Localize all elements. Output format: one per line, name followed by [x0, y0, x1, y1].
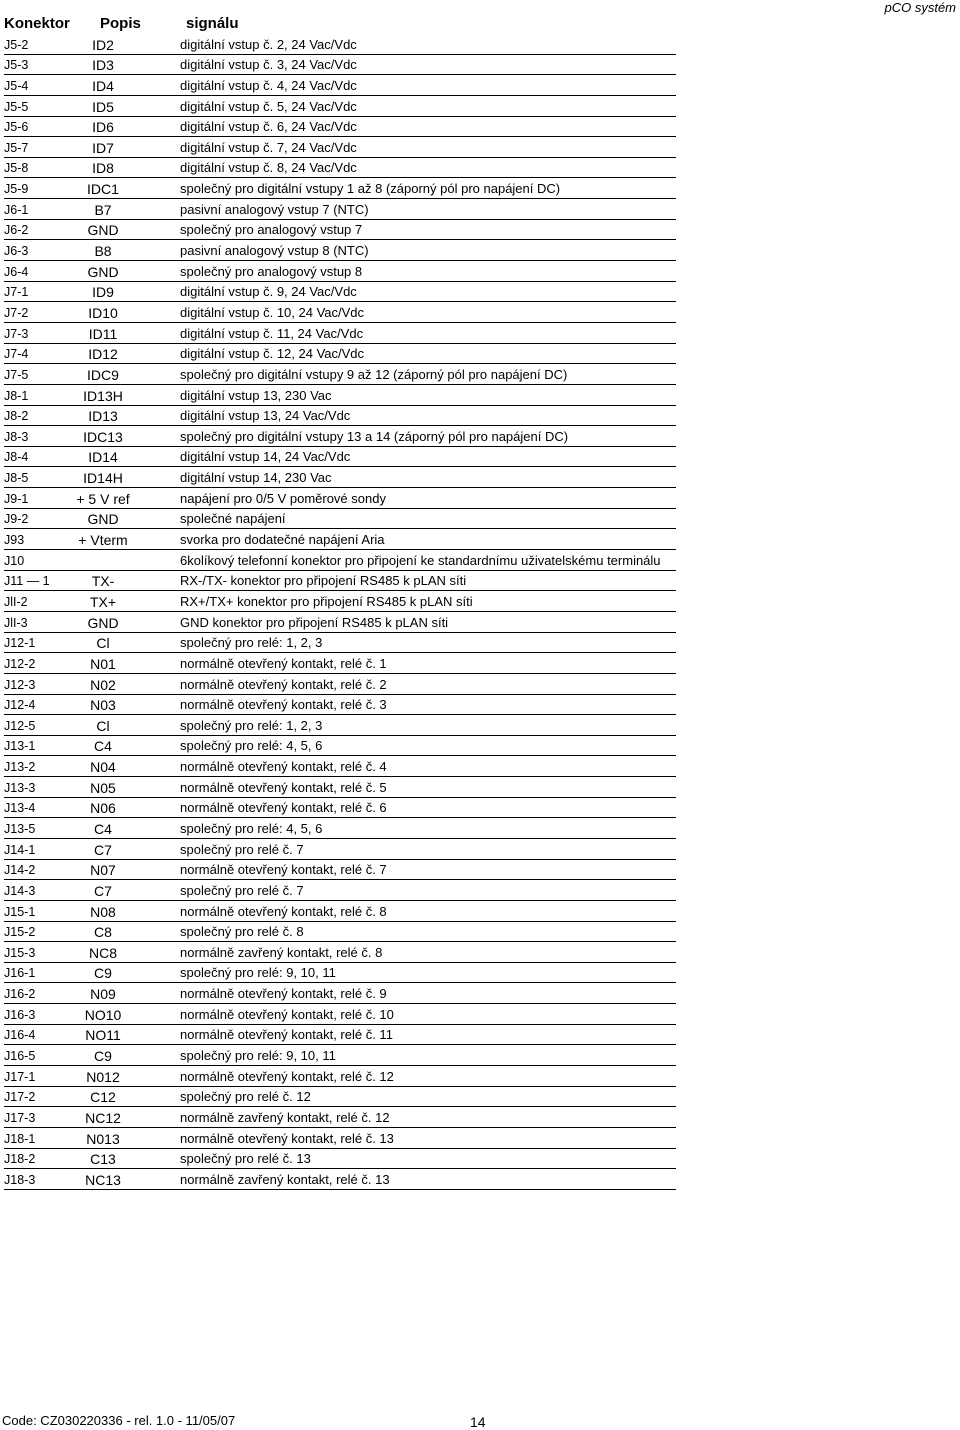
- connector-cell: J15-2: [4, 925, 36, 940]
- pin-description-cell: C9: [94, 1048, 112, 1065]
- connector-cell: J8-5: [4, 471, 29, 486]
- pin-description-cell: N05: [90, 779, 116, 796]
- pin-description-cell: N012: [86, 1068, 120, 1085]
- pin-description-cell: GND: [87, 263, 119, 280]
- connector-cell: J6-4: [4, 264, 29, 279]
- pin-description-cell: N02: [90, 676, 116, 693]
- table-row: [4, 302, 676, 323]
- connector-cell: J15-1: [4, 904, 36, 919]
- signal-cell: digitální vstup č. 5, 24 Vac/Vdc: [180, 98, 357, 114]
- signal-cell: normálně otevřený kontakt, relé č. 2: [180, 676, 387, 692]
- table-row: [4, 406, 676, 427]
- table-row: [4, 385, 676, 406]
- signal-cell: společný pro analogový vstup 7: [180, 222, 363, 238]
- connector-cell: J5-4: [4, 78, 29, 93]
- pin-description-cell: IDC13: [83, 428, 123, 445]
- pin-description-cell: C9: [94, 965, 112, 982]
- table-row: [4, 942, 676, 963]
- pin-description-cell: ID5: [92, 98, 114, 115]
- pin-description-cell: ID8: [92, 160, 114, 177]
- signal-cell: digitální vstup č. 10, 24 Vac/Vdc: [180, 304, 365, 320]
- signal-cell: společný pro relé č. 12: [180, 1089, 311, 1105]
- connector-cell: J5-5: [4, 99, 29, 114]
- pin-description-cell: ID14H: [83, 470, 123, 487]
- signal-cell: normálně otevřený kontakt, relé č. 12: [180, 1068, 394, 1084]
- signal-cell: digitální vstup č. 7, 24 Vac/Vdc: [180, 139, 357, 155]
- connector-cell: J9-1: [4, 491, 29, 506]
- pin-description-cell: N03: [90, 697, 116, 714]
- signal-cell: digitální vstup č. 3, 24 Vac/Vdc: [180, 57, 357, 73]
- table-row: [4, 220, 676, 241]
- signal-cell: digitální vstup č. 8, 24 Vac/Vdc: [180, 160, 357, 176]
- connector-cell: J5-6: [4, 120, 29, 135]
- table-row: [4, 1045, 676, 1066]
- header-popis: Popis: [100, 15, 141, 32]
- table-row: [4, 612, 676, 633]
- pin-description-cell: GND: [87, 511, 119, 528]
- table-row: [4, 240, 676, 261]
- table-row: [4, 1066, 676, 1087]
- connector-cell: J8-4: [4, 450, 29, 465]
- pin-description-cell: ID4: [92, 77, 114, 94]
- pin-description-cell: N07: [90, 862, 116, 879]
- signal-cell: společný pro relé č. 7: [180, 882, 304, 898]
- connector-cell: J12-5: [4, 718, 36, 733]
- pin-description-cell: B7: [94, 201, 112, 218]
- signal-cell: společný pro relé č. 8: [180, 924, 304, 940]
- pin-description-cell: ID13H: [83, 387, 123, 404]
- signal-cell: digitální vstup č. 9, 24 Vac/Vdc: [180, 284, 357, 300]
- connector-cell: J18-3: [4, 1172, 36, 1187]
- table-row: [4, 75, 676, 96]
- table-row: [4, 344, 676, 365]
- connector-cell: J17-1: [4, 1069, 36, 1084]
- connector-cell: J16-2: [4, 987, 36, 1002]
- table-row: [4, 1169, 676, 1190]
- pin-description-cell: C12: [90, 1089, 116, 1106]
- connector-cell: J10: [4, 553, 25, 568]
- signal-cell: normálně otevřený kontakt, relé č. 3: [180, 697, 387, 713]
- connector-cell: J13-2: [4, 760, 36, 775]
- signal-cell: normálně otevřený kontakt, relé č. 7: [180, 862, 387, 878]
- table-row: [4, 571, 676, 592]
- connector-cell: J15-3: [4, 945, 36, 960]
- table-row: [4, 96, 676, 117]
- table-row: [4, 282, 676, 303]
- connector-cell: J9-2: [4, 512, 29, 527]
- connector-cell: J13-4: [4, 801, 36, 816]
- pin-description-cell: N01: [90, 655, 116, 672]
- signal-cell: společný pro relé: 4, 5, 6: [180, 738, 323, 754]
- connector-cell: J16-4: [4, 1028, 36, 1043]
- header-konektor: Konektor: [4, 15, 70, 32]
- connector-cell: J18-2: [4, 1152, 36, 1167]
- signal-cell: společný pro relé: 1, 2, 3: [180, 717, 323, 733]
- pin-description-cell: N06: [90, 800, 116, 817]
- signal-cell: digitální vstup č. 12, 24 Vac/Vdc: [180, 346, 365, 362]
- pin-description-cell: ID7: [92, 139, 114, 156]
- table-row: [4, 467, 676, 488]
- table-row: [4, 818, 676, 839]
- pin-description-cell: B8: [94, 243, 112, 260]
- pin-description-cell: NC12: [85, 1109, 121, 1126]
- signal-cell: RX+/TX+ konektor pro připojení RS485 k pLAN síti: [180, 593, 473, 609]
- pin-description-cell: GND: [87, 222, 119, 239]
- signal-cell: společný pro analogový vstup 8: [180, 263, 363, 279]
- signal-cell: digitální vstup 13, 230 Vac: [180, 387, 332, 403]
- pin-description-cell: IDC9: [87, 366, 119, 383]
- table-row: [4, 633, 676, 654]
- table-row: [4, 1025, 676, 1046]
- table-row: [4, 34, 676, 55]
- pin-description-cell: C4: [94, 738, 112, 755]
- signal-cell: normálně otevřený kontakt, relé č. 11: [180, 1027, 393, 1043]
- signal-cell: normálně otevřený kontakt, relé č. 5: [180, 779, 387, 795]
- connector-cell: J8-2: [4, 409, 29, 424]
- signal-cell: normálně zavřený kontakt, relé č. 12: [180, 1109, 390, 1125]
- pin-description-cell: NO11: [85, 1027, 121, 1044]
- table-row: [4, 117, 676, 138]
- connector-cell: J14-1: [4, 842, 36, 857]
- table-row: [4, 922, 676, 943]
- pin-description-cell: ID2: [92, 36, 114, 53]
- table-row: [4, 199, 676, 220]
- table-row: [4, 591, 676, 612]
- pin-description-cell: C13: [90, 1151, 116, 1168]
- table-row: [4, 1087, 676, 1108]
- signal-cell: normálně otevřený kontakt, relé č. 10: [180, 1006, 394, 1022]
- table-row: [4, 426, 676, 447]
- pin-description-cell: NC13: [85, 1171, 121, 1188]
- connector-table: [4, 34, 676, 1190]
- table-row: [4, 695, 676, 716]
- header-signalu: signálu: [186, 15, 239, 32]
- connector-cell: J5-9: [4, 182, 29, 197]
- connector-cell: J7-2: [4, 305, 29, 320]
- table-row: [4, 839, 676, 860]
- table-row: [4, 323, 676, 344]
- pin-description-cell: ID10: [88, 304, 118, 321]
- pin-description-cell: ID6: [92, 119, 114, 136]
- table-row: [4, 798, 676, 819]
- connector-cell: J16-1: [4, 966, 36, 981]
- connector-cell: J6-3: [4, 244, 29, 259]
- table-row: [4, 756, 676, 777]
- connector-cell: J12-3: [4, 677, 36, 692]
- connector-cell: J12-4: [4, 698, 36, 713]
- connector-cell: J7-4: [4, 347, 29, 362]
- pin-description-cell: IDC1: [87, 181, 119, 198]
- signal-cell: digitální vstup č. 11, 24 Vac/Vdc: [180, 325, 364, 341]
- table-row: [4, 653, 676, 674]
- signal-cell: společný pro relé: 9, 10, 11: [180, 965, 336, 981]
- pin-description-cell: ID12: [88, 346, 118, 363]
- table-row: [4, 674, 676, 695]
- table-row: [4, 777, 676, 798]
- signal-cell: společný pro relé: 4, 5, 6: [180, 820, 323, 836]
- signal-cell: pasivní analogový vstup 7 (NTC): [180, 201, 369, 217]
- connector-cell: JlI-2: [4, 594, 28, 609]
- signal-cell: digitální vstup č. 4, 24 Vac/Vdc: [180, 77, 357, 93]
- connector-cell: J93: [4, 533, 25, 548]
- pin-description-cell: ID13: [88, 408, 118, 425]
- signal-cell: RX-/TX- konektor pro připojení RS485 k pLAN síti: [180, 573, 467, 589]
- connector-cell: J5-8: [4, 161, 29, 176]
- connector-cell: J6-2: [4, 223, 29, 238]
- signal-cell: společný pro relé: 9, 10, 11: [180, 1048, 336, 1064]
- connector-cell: J11 — 1: [4, 574, 50, 589]
- pin-description-cell: ID3: [92, 57, 114, 74]
- brand-label: pCO systém: [884, 0, 956, 15]
- table-row: [4, 736, 676, 757]
- connector-cell: J16-3: [4, 1007, 36, 1022]
- signal-cell: digitální vstup č. 6, 24 Vac/Vdc: [180, 119, 357, 135]
- table-row: [4, 1107, 676, 1128]
- connector-cell: J13-5: [4, 821, 36, 836]
- pin-description-cell: NC8: [88, 944, 117, 961]
- signal-cell: společný pro relé: 1, 2, 3: [180, 635, 323, 651]
- connector-cell: J13-3: [4, 780, 36, 795]
- table-row: [4, 1128, 676, 1149]
- connector-cell: JlI-3: [4, 615, 28, 630]
- table-row: [4, 364, 676, 385]
- connector-cell: J8-3: [4, 429, 29, 444]
- pin-description-cell: ID9: [92, 284, 114, 301]
- pin-description-cell: C4: [94, 820, 112, 837]
- signal-cell: normálně zavřený kontakt, relé č. 8: [180, 944, 383, 960]
- table-row: [4, 1149, 676, 1170]
- connector-cell: J14-3: [4, 883, 36, 898]
- signal-cell: společný pro digitální vstupy 1 až 8 (záporný pól pro napájení DC): [180, 181, 561, 197]
- table-row: [4, 963, 676, 984]
- connector-cell: J13-1: [4, 739, 36, 754]
- signal-cell: společné napájení: [180, 511, 286, 527]
- signal-cell: pasivní analogový vstup 8 (NTC): [180, 243, 369, 259]
- pin-description-cell: GND: [87, 614, 119, 631]
- signal-cell: společný pro digitální vstupy 13 a 14 (záporný pól pro napájení DC): [180, 428, 569, 444]
- pin-description-cell: N04: [90, 759, 116, 776]
- pin-description-cell: N09: [90, 986, 116, 1003]
- pin-description-cell: + 5 V ref: [76, 490, 130, 507]
- signal-cell: společný pro digitální vstupy 9 až 12 (záporný pól pro napájení DC): [180, 366, 568, 382]
- connector-cell: J7-5: [4, 367, 29, 382]
- signal-cell: digitální vstup č. 2, 24 Vac/Vdc: [180, 36, 357, 52]
- table-row: [4, 158, 676, 179]
- connector-cell: J17-3: [4, 1110, 36, 1125]
- pin-description-cell: TX-: [91, 573, 115, 590]
- document-code: Code: CZ030220336 - rel. 1.0 - 11/05/07: [2, 1413, 236, 1428]
- connector-cell: J12-2: [4, 656, 36, 671]
- signal-cell: napájení pro 0/5 V poměrové sondy: [180, 490, 386, 506]
- connector-cell: J12-1: [4, 636, 36, 651]
- signal-cell: normálně otevřený kontakt, relé č. 1: [180, 655, 387, 671]
- signal-cell: digitální vstup 14, 24 Vac/Vdc: [180, 449, 351, 465]
- signal-cell: normálně otevřený kontakt, relé č. 8: [180, 903, 387, 919]
- table-row: [4, 529, 676, 550]
- pin-description-cell: TX+: [89, 593, 117, 610]
- page-number: 14: [470, 1414, 486, 1430]
- table-row: [4, 1004, 676, 1025]
- connector-cell: J7-3: [4, 326, 29, 341]
- signal-cell: společný pro relé č. 13: [180, 1151, 311, 1167]
- connector-cell: J18-1: [4, 1131, 36, 1146]
- table-row: [4, 880, 676, 901]
- signal-cell: normálně otevřený kontakt, relé č. 13: [180, 1130, 394, 1146]
- connector-cell: J17-2: [4, 1090, 36, 1105]
- pin-description-cell: NO10: [84, 1006, 122, 1023]
- signal-cell: svorka pro dodatečné napájení Aria: [180, 532, 385, 548]
- signal-cell: 6kolíkový telefonní konektor pro připojení ke standardnímu uživatelskému terminálu: [180, 552, 661, 568]
- connector-cell: J5-3: [4, 58, 29, 73]
- table-row: [4, 178, 676, 199]
- connector-cell: J16-5: [4, 1049, 36, 1064]
- table-header: [0, 14, 680, 34]
- signal-cell: digitální vstup 13, 24 Vac/Vdc: [180, 408, 351, 424]
- table-row: [4, 509, 676, 530]
- table-row: [4, 860, 676, 881]
- signal-cell: normálně otevřený kontakt, relé č. 9: [180, 986, 387, 1002]
- connector-cell: J6-1: [4, 202, 29, 217]
- pin-description-cell: N013: [86, 1130, 120, 1147]
- pin-description-cell: Cl: [96, 717, 110, 734]
- pin-description-cell: Cl: [96, 635, 110, 652]
- connector-cell: J5-2: [4, 37, 29, 52]
- pin-description-cell: ID14: [88, 449, 118, 466]
- table-row: [4, 447, 676, 468]
- pin-description-cell: C7: [94, 841, 112, 858]
- connector-cell: J14-2: [4, 863, 36, 878]
- signal-cell: digitální vstup 14, 230 Vac: [180, 470, 332, 486]
- table-row: [4, 488, 676, 509]
- pin-description-cell: + Vterm: [78, 532, 128, 549]
- pin-description-cell: C8: [94, 924, 112, 941]
- signal-cell: normálně otevřený kontakt, relé č. 6: [180, 800, 387, 816]
- connector-cell: J7-1: [4, 285, 29, 300]
- connector-cell: J8-1: [4, 388, 29, 403]
- signal-cell: společný pro relé č. 7: [180, 841, 304, 857]
- pin-description-cell: C7: [94, 882, 112, 899]
- table-row: [4, 983, 676, 1004]
- signal-cell: GND konektor pro připojení RS485 k pLAN síti: [180, 614, 449, 630]
- table-row: [4, 137, 676, 158]
- connector-cell: J5-7: [4, 140, 29, 155]
- pin-description-cell: N08: [90, 903, 116, 920]
- table-row: [4, 550, 676, 571]
- table-row: [4, 901, 676, 922]
- pin-description-cell: ID11: [88, 325, 118, 342]
- signal-cell: normálně zavřený kontakt, relé č. 13: [180, 1171, 390, 1187]
- signal-cell: normálně otevřený kontakt, relé č. 4: [180, 759, 387, 775]
- table-row: [4, 261, 676, 282]
- table-row: [4, 55, 676, 76]
- table-row: [4, 715, 676, 736]
